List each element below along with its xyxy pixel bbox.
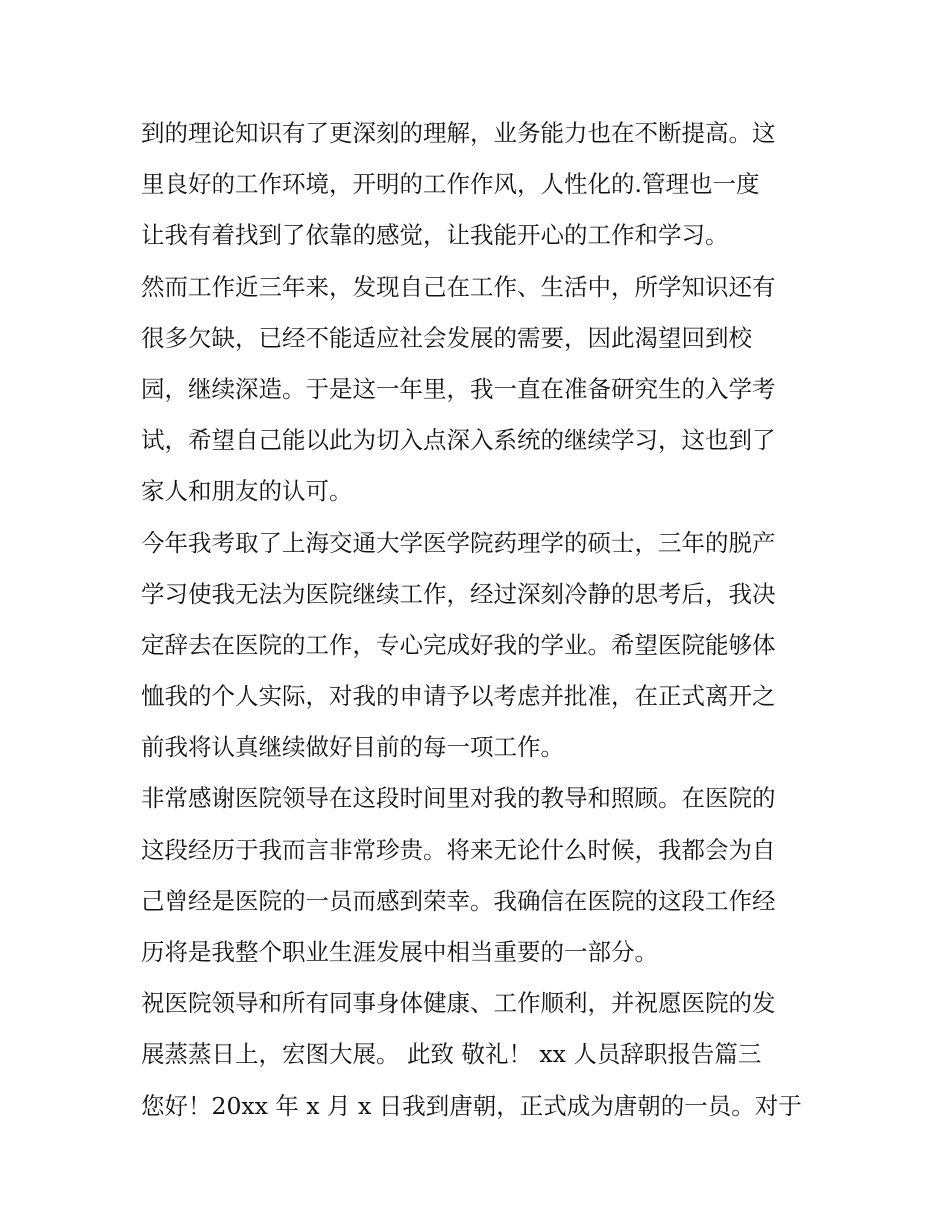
text-line: 园，继续深造。于是这一年里，我一直在准备研究生的入学考 (141, 374, 776, 403)
text-line: 展蒸蒸日上，宏图大展。 此致 敬礼！ xx 人员辞职报告篇三 (141, 1040, 762, 1069)
document-body (141, 108, 816, 1132)
text-line: 然而工作近三年来，发现自己在工作、生活中，所学知识还有 (141, 272, 776, 301)
text-line: 前我将认真继续做好目前的每一项工作。 (141, 733, 564, 762)
text-line: 非常感谢医院领导在这段时间里对我的教导和照顾。在医院的 (141, 784, 776, 813)
text-line: 这段经历于我而言非常珍贵。将来无论什么时候，我都会为自 (141, 835, 776, 864)
text-line: 试，希望自己能以此为切入点深入系统的继续学习，这也到了 (141, 426, 776, 455)
text-line: 己曾经是医院的一员而感到荣幸。我确信在医院的这段工作经 (141, 886, 776, 915)
text-line: 很多欠缺，已经不能适应社会发展的需要，因此渴望回到校 (141, 323, 752, 352)
text-line: 学习使我无法为医院继续工作，经过深刻冷静的思考后，我决 (141, 579, 776, 608)
text-line: 定辞去在医院的工作，专心完成好我的学业。希望医院能够体 (141, 630, 776, 659)
text-line: 到的理论知识有了更深刻的理解，业务能力也在不断提高。这 (141, 119, 776, 147)
text-line: 让我有着找到了依靠的感觉，让我能开心的工作和学习。 (141, 221, 729, 250)
text-line: 家人和朋友的认可。 (141, 477, 353, 506)
text-line: 今年我考取了上海交通大学医学院药理学的硕士，三年的脱产 (141, 528, 776, 557)
text-line: 里良好的工作环境，开明的工作作风，人性化的.管理也一度 (141, 170, 760, 199)
text-line: 恤我的个人实际，对我的申请予以考虑并批准，在正式离开之 (141, 682, 776, 711)
text-line: 历将是我整个职业生涯发展中相当重要的一部分。 (141, 938, 658, 966)
text-line: 祝医院领导和所有同事身体健康、工作顺利，并祝愿医院的发 (141, 989, 776, 1018)
text-line: 您好！20xx 年 x 月 x 日我到唐朝，正式成为唐朝的一员。对于 (141, 1091, 802, 1120)
